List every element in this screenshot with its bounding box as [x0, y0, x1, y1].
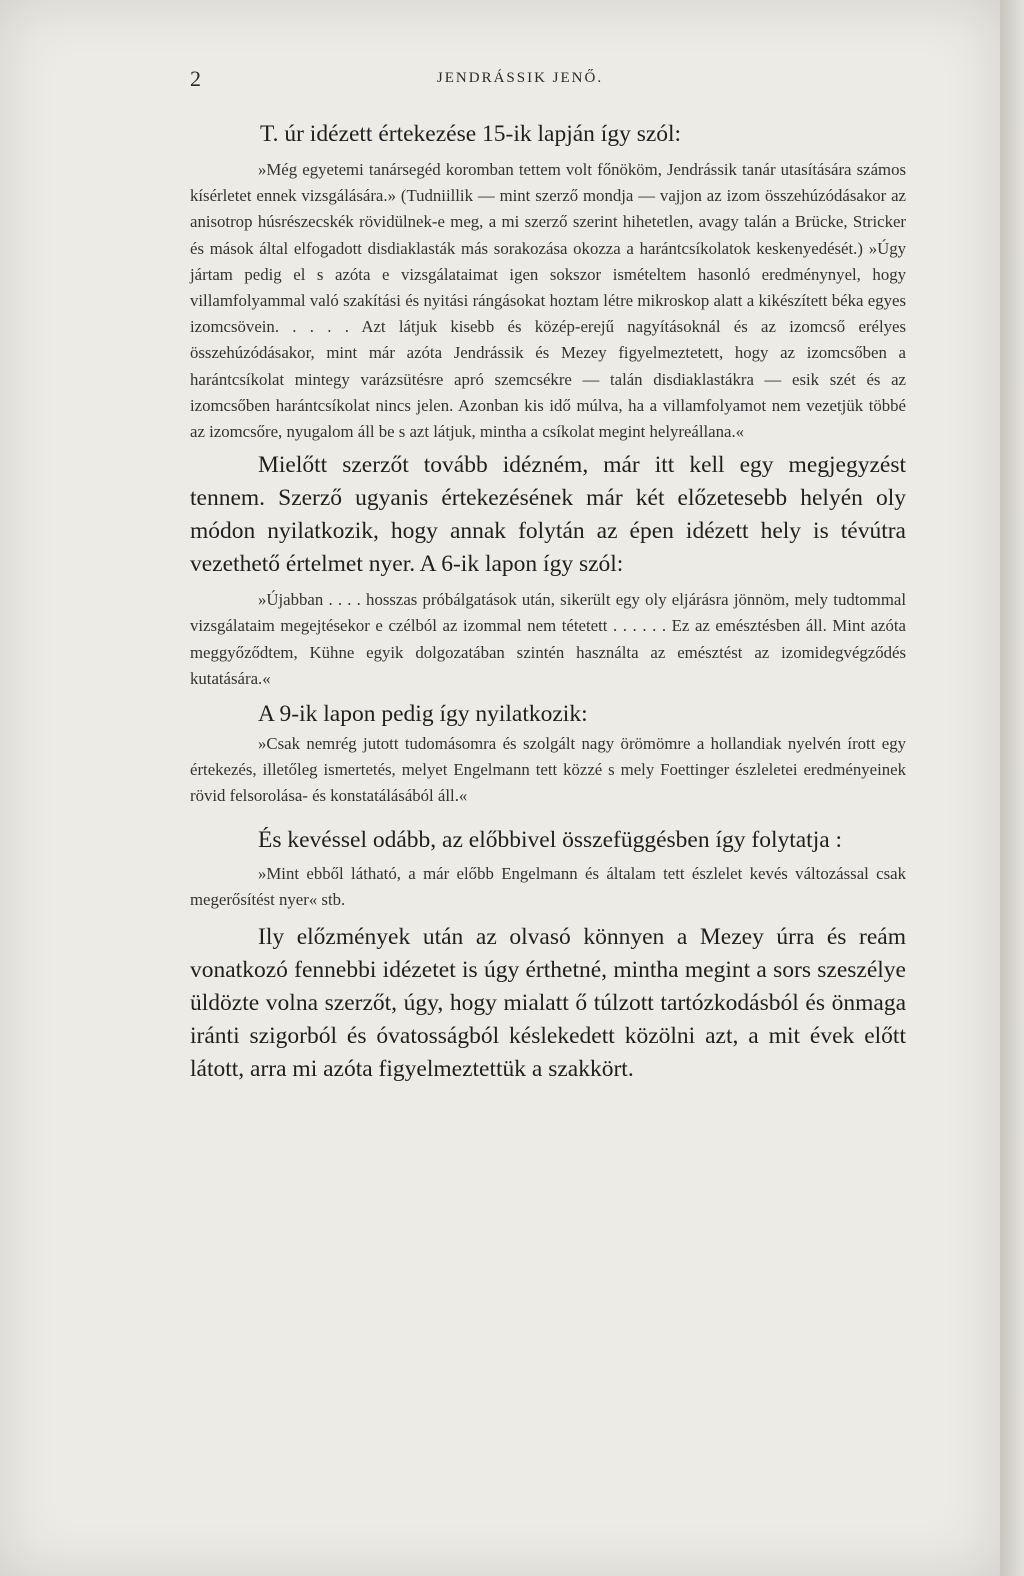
paragraph-conclusion: Ily előzmények után az olvasó könnyen a Mezey úrra és reám vonatkozó fennebbi idézetet is úgy érthetné, mintha megint a sors szeszélye üldözte volna szerzőt, úgy, hogy mialatt ő túlzott tartózkodásból és önmaga iránti szigorból és óvatosságból késlekedett közölni azt, a mit évek előtt látott, arra mi azóta figyelmeztettük a szakkört. — [190, 924, 906, 1083]
quote-paragraph-2: »Újabban . . . . hosszas próbálgatások után, sikerült egy oly eljárásra jönnöm, mely tudtommal vizsgálataim megejtésekor e czélból az izommal nem tétetett . . . . . . Ez az emésztésben áll. Mint azóta meggyőződtem, Kühne egyik dolgozatában szintén használta az emésztést az izomidegvégződés kutatására.« — [190, 590, 906, 688]
page-number: 2 — [190, 66, 201, 91]
paragraph-remark: Mielőtt szerzőt tovább idézném, már itt kell egy megjegyzést tennem. Szerző ugyanis értekezésének már két előzetesebb helyén oly módon nyilatkozik, hogy annak folytán az épen idézett hely is tévútra vezethető értelmet nyer. A 6-ik lapon így szól: — [190, 452, 906, 578]
quote-paragraph-4: »Mint ebből látható, a már előbb Engelmann és általam tett észlelet kevés változással csak megerősítést nyer« stb. — [190, 863, 906, 909]
quote-paragraph-3: »Csak nemrég jutott tudomásomra és szolgált nagy örömömre a hollandiak nyelvén írott egy értekezés, illetőleg ismertetés, melyet Engelmann tett közzé s mely Foettinger észleletei eredményeinek rövid felsorolása- és konstatálásából áll.« — [190, 734, 906, 806]
scan-edge — [1000, 0, 1024, 1576]
paragraph-continues: És kevéssel odább, az előbbivel összefüggésben így folytatja : — [258, 826, 843, 853]
quote-paragraph-1: »Még egyetemi tanársegéd koromban tettem volt főnököm, Jendrássik tanár utasítására számos kísérletet ennek vizsgálására.» (Tudniillik — mint szerző mondja — vajjon az izom összehúzódásakor az anisotrop húsrészecskék rövidülnek-e meg, a mi szerző szerint hihetetlen, avagy talán a Brücke, Stricker és mások által elfogadott disdiaklasták más sorakozása okozza a harántcsíkolatok keskenyedését.) »Úgy jártam pedig el s azóta e vizsgálataimat igen sokszor ismételtem hasonló eredménynyel, hogy villamfolyammal való szakítási és nyitási rángásokat hoztam létre mikroskop alatt a kikészített béka egyes izomcsövein. . . . . Azt látjuk kisebb és közép-erejű nagyításoknál és az izomcső erélyes összehúzódásakor, mint már azóta Jendrássik és Mezey figyelmeztetett, hogy az izomcsőben a harántcsíkolat mintegy varázsütésre apró szemcsékre — talán disdiaklastákra — esik szét és az izomcsőben harántcsíkolat nincs jelen. Azonban kis idő múlva, ha a villamfolyamot nem vezetjük többé az izomcsőre, nyugalom áll be s azt látjuk, mintha a csíkolat megint helyreállana.« — [190, 160, 906, 442]
page-header — [190, 66, 910, 90]
paragraph-intro: T. úr idézett értekezése 15-ik lapján így szól: — [260, 121, 682, 147]
page-body — [190, 118, 906, 1086]
running-head: JENDRÁSSIK JENŐ. — [436, 70, 604, 86]
paragraph-page9: A 9-ik lapon pedig így nyilatkozik: — [258, 701, 588, 728]
